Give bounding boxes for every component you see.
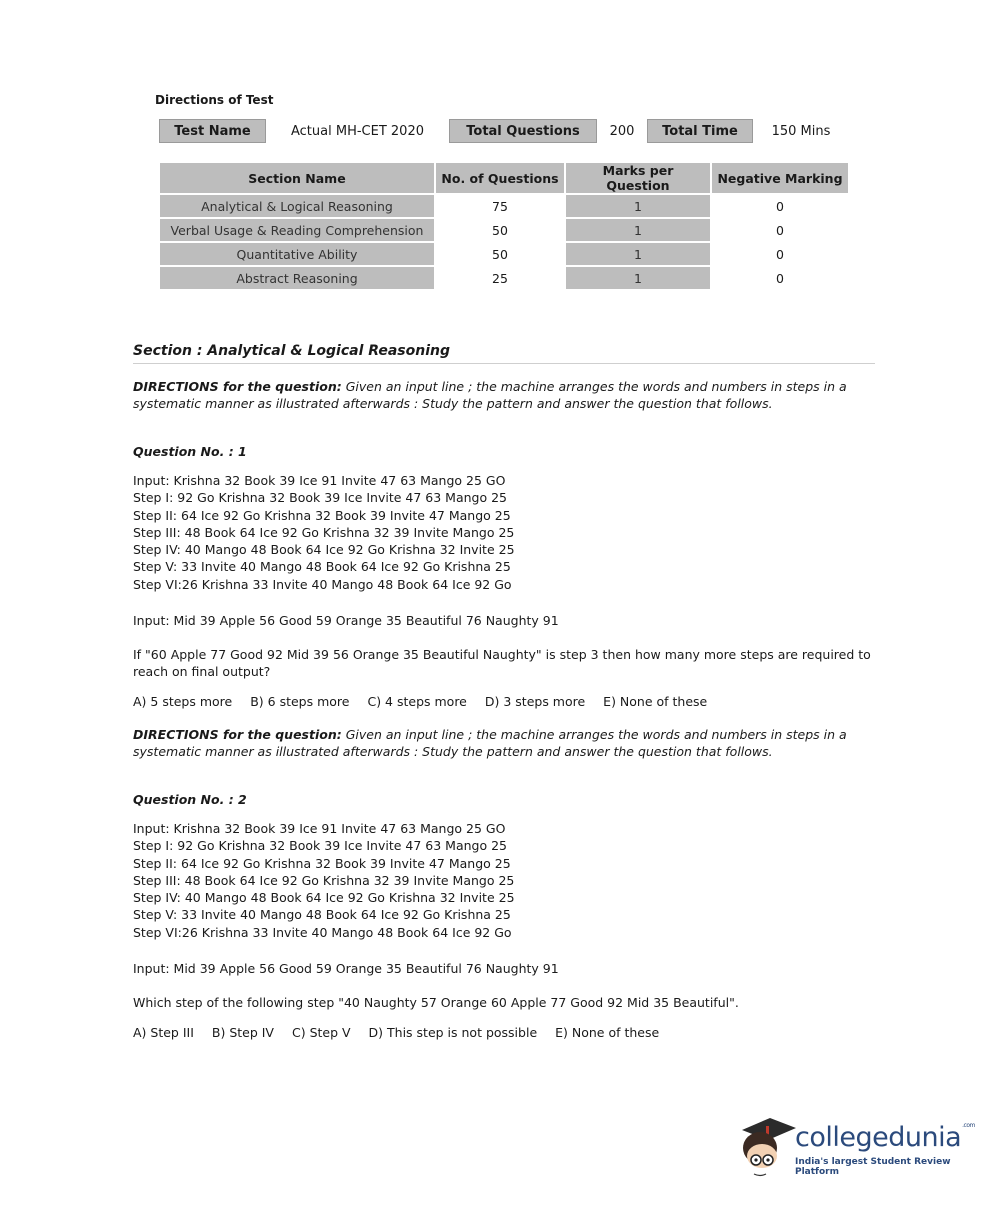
step-line: Step VI:26 Krishna 33 Invite 40 Mango 48 Book 64 Ice 92 Go: [133, 924, 512, 940]
option-e: E) None of these: [555, 1025, 660, 1040]
table-row: [160, 267, 848, 289]
option-c: C) Step V: [291, 1025, 351, 1040]
sections-table-header: [160, 163, 848, 193]
question-text-q2: Which step of the following step "40 Naughty 57 Orange 60 Apple 77 Good 92 Mid 35 Beautiful".: [133, 995, 739, 1010]
option-b: B) Step IV: [211, 1025, 274, 1040]
question-number-1: Question No. : 1: [133, 444, 247, 459]
marks-per-question: 1: [566, 243, 710, 265]
question-number-2: Question No. : 2: [133, 792, 247, 807]
marks-per-question: 1: [566, 219, 710, 241]
negative-marking: 0: [776, 222, 784, 238]
test-summary-row: [159, 119, 849, 143]
option-a: A) 5 steps more: [133, 694, 233, 709]
question-text-q1: If "60 Apple 77 Good 92 Mid 39 56 Orange 35 Beautiful Naughty" is step 3 then how many more steps are required to reach on final output?: [133, 647, 871, 679]
test-name-value: Actual MH-CET 2020: [291, 123, 424, 139]
step-line: Input: Krishna 32 Book 39 Ice 91 Invite 47 63 Mango 25 GO: [133, 821, 506, 836]
no-of-questions: 25: [492, 270, 508, 286]
directions-paragraph-q1: [133, 378, 875, 412]
option-e: E) None of these: [603, 694, 708, 709]
test-name-label: Test Name: [159, 119, 266, 143]
option-d: D) This step is not possible: [368, 1025, 538, 1040]
negative-marking: 0: [776, 270, 784, 286]
logo-wordmark: [795, 1122, 975, 1153]
negative-marking: 0: [776, 246, 784, 262]
table-row: [160, 219, 848, 241]
step-line: Input: Krishna 32 Book 39 Ice 91 Invite 47 63 Mango 25 GO: [133, 473, 506, 488]
section-name: Analytical & Logical Reasoning: [160, 195, 434, 217]
total-time-label: Total Time: [647, 119, 753, 143]
step-line: Step V: 33 Invite 40 Mango 48 Book 64 Ice 92 Go Krishna 25: [133, 559, 511, 575]
no-of-questions: 50: [492, 246, 508, 262]
step-line: Step III: 48 Book 64 Ice 92 Go Krishna 32 39 Invite Mango 25: [133, 872, 515, 888]
no-of-questions: 50: [492, 222, 508, 238]
header-section-name: Section Name: [160, 163, 434, 193]
sections-table: [158, 161, 850, 291]
section-divider: [133, 363, 875, 364]
header-marks-per-question: Marks per Question: [566, 163, 710, 193]
option-b: B) 6 steps more: [250, 694, 350, 709]
directions-text: Given an input line ; the machine arranges the words and numbers in steps in a systematic manner as illustrated afterwards : Study the pattern and answer the question that follows.: [133, 379, 847, 411]
options-q1: [133, 693, 875, 710]
total-time-value: 150 Mins: [771, 123, 831, 139]
steps-list-q1: [133, 472, 875, 593]
table-row: [160, 195, 848, 217]
directions-title: Directions of Test: [155, 93, 274, 107]
directions-text: Given an input line ; the machine arranges the words and numbers in steps in a systematic manner as illustrated afterwards : Study the pattern and answer the question that follows.: [133, 727, 847, 759]
total-questions-label: Total Questions: [449, 119, 597, 143]
section-name: Verbal Usage & Reading Comprehension: [160, 219, 434, 241]
directions-label: DIRECTIONS for the question:: [133, 379, 342, 394]
step-line: Step I: 92 Go Krishna 32 Book 39 Ice Invite 47 63 Mango 25: [133, 838, 507, 854]
table-row: [160, 243, 848, 265]
section-heading: Section : Analytical & Logical Reasoning: [133, 343, 450, 359]
directions-label: DIRECTIONS for the question:: [133, 727, 342, 742]
options-q2: [133, 1024, 875, 1041]
header-no-of-questions: No. of Questions: [436, 163, 564, 193]
step-line: Step I: 92 Go Krishna 32 Book 39 Ice Invite 47 63 Mango 25: [133, 490, 507, 506]
logo-tagline: India's largest Student Review Platform: [795, 1157, 951, 1177]
logo-name: collegedunia: [795, 1122, 962, 1153]
section-name: Quantitative Ability: [160, 243, 434, 265]
option-c: C) 4 steps more: [367, 694, 467, 709]
marks-per-question: 1: [566, 267, 710, 289]
step-line: Step IV: 40 Mango 48 Book 64 Ice 92 Go Krishna 32 Invite 25: [133, 542, 515, 558]
marks-per-question: 1: [566, 195, 710, 217]
logo-suffix: .com: [962, 1122, 975, 1129]
header-negative-marking: Negative Marking: [712, 163, 848, 193]
section-name: Abstract Reasoning: [160, 267, 434, 289]
total-questions-value: 200: [609, 123, 635, 139]
no-of-questions: 75: [492, 198, 508, 214]
steps-list-q2: [133, 820, 875, 941]
directions-paragraph-q2: [133, 726, 875, 760]
step-line: Step VI:26 Krishna 33 Invite 40 Mango 48 Book 64 Ice 92 Go: [133, 576, 512, 592]
step-line: Step II: 64 Ice 92 Go Krishna 32 Book 39 Invite 47 Mango 25: [133, 855, 511, 871]
option-a: A) Step III: [133, 1025, 194, 1040]
input-line-q2: Input: Mid 39 Apple 56 Good 59 Orange 35 Beautiful 76 Naughty 91: [133, 961, 559, 976]
input-line-q1: Input: Mid 39 Apple 56 Good 59 Orange 35 Beautiful 76 Naughty 91: [133, 613, 559, 628]
step-line: Step II: 64 Ice 92 Go Krishna 32 Book 39 Invite 47 Mango 25: [133, 507, 511, 523]
step-line: Step III: 48 Book 64 Ice 92 Go Krishna 32 39 Invite Mango 25: [133, 524, 515, 540]
step-line: Step V: 33 Invite 40 Mango 48 Book 64 Ice 92 Go Krishna 25: [133, 907, 511, 923]
negative-marking: 0: [776, 198, 784, 214]
step-line: Step IV: 40 Mango 48 Book 64 Ice 92 Go Krishna 32 Invite 25: [133, 890, 515, 906]
collegedunia-mascot-icon: [736, 1108, 798, 1178]
option-d: D) 3 steps more: [484, 694, 586, 709]
